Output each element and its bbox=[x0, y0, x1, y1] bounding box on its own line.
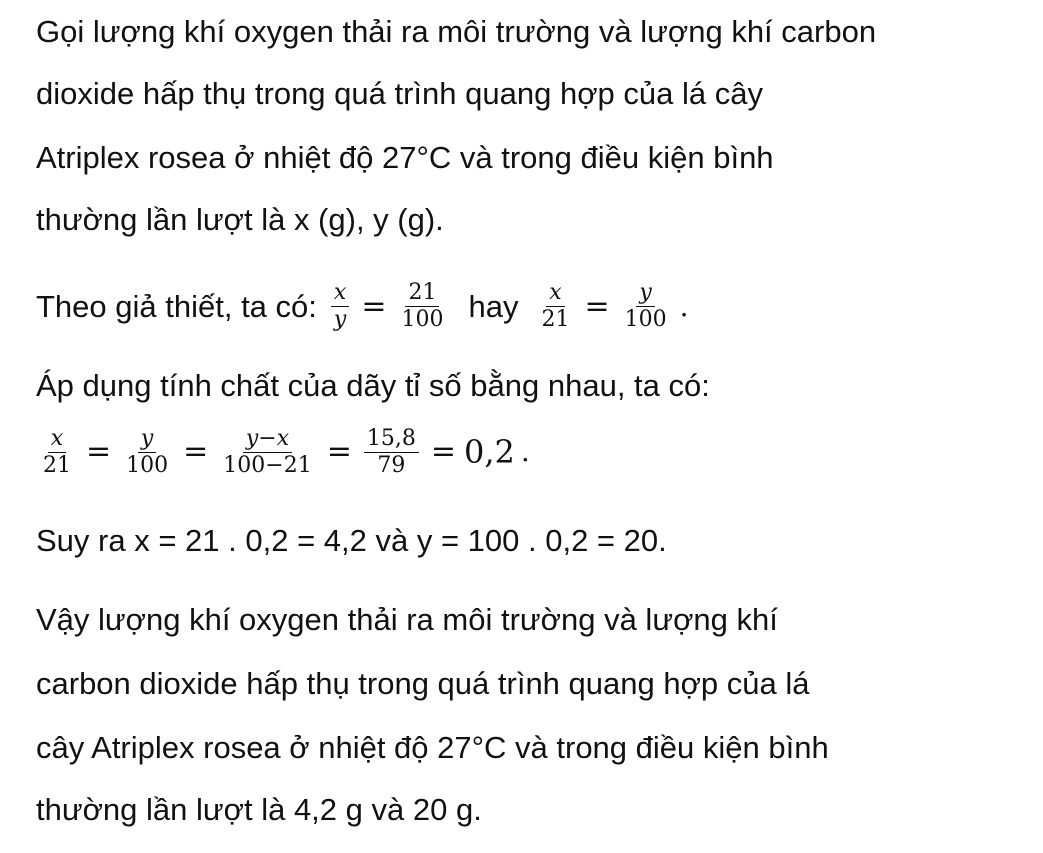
fraction-difference bbox=[220, 426, 314, 479]
fraction-numerator: 21 bbox=[405, 280, 439, 307]
fraction-denominator: y bbox=[333, 307, 347, 332]
fraction-denominator: 79 bbox=[377, 452, 406, 478]
intro-line-4: thường lần lượt là x (g), y (g). bbox=[36, 202, 444, 237]
fraction-denominator: 100 bbox=[624, 307, 667, 332]
intro-line-1: Gọi lượng khí oxygen thải ra môi trường và lượng khí carbon bbox=[36, 14, 877, 49]
equals-sign: = bbox=[430, 434, 456, 469]
fraction-x-over-21 bbox=[538, 280, 572, 333]
equals-sign: = bbox=[86, 434, 112, 469]
fraction-numerator: x bbox=[546, 280, 564, 307]
fraction-numerator: x bbox=[48, 426, 66, 453]
fraction-numerator: y bbox=[636, 280, 654, 307]
ratio-result: 0,2 bbox=[463, 433, 515, 471]
period: . bbox=[520, 435, 530, 468]
fraction-x-over-y bbox=[331, 280, 349, 333]
equals-sign: = bbox=[584, 288, 610, 324]
conclusion-line-1: Vậy lượng khí oxygen thải ra môi trường và lượng khí bbox=[36, 602, 778, 637]
property-line: Áp dụng tính chất của dãy tỉ số bằng nhau, ta có: bbox=[36, 368, 710, 403]
fraction-numerator: x bbox=[331, 280, 349, 307]
equals-sign: = bbox=[183, 434, 209, 469]
fraction-21-over-100 bbox=[398, 280, 446, 333]
assumption-formula-2 bbox=[534, 280, 688, 333]
fraction-numerator: y−x bbox=[243, 426, 292, 453]
fraction-15-8-over-79 bbox=[364, 426, 419, 479]
conclusion-line-3: cây Atriplex rosea ở nhiệt độ 27°C và trong điều kiện bình bbox=[36, 730, 829, 765]
fraction-denominator: 21 bbox=[541, 307, 570, 332]
fraction-numerator: y bbox=[138, 426, 156, 453]
assumption-prefix: Theo giả thiết, ta có: bbox=[36, 288, 317, 324]
fraction-denominator: 100 bbox=[401, 307, 444, 332]
result-line: Suy ra x = 21 . 0,2 = 4,2 và y = 100 . 0,2 = 20. bbox=[36, 523, 667, 558]
connector-word: hay bbox=[468, 288, 519, 324]
assumption-line bbox=[36, 280, 689, 333]
fraction-x-over-21 bbox=[40, 426, 74, 479]
fraction-denominator: 100−21 bbox=[223, 452, 312, 478]
assumption-formula-1 bbox=[327, 280, 451, 333]
intro-line-3: Atriplex rosea ở nhiệt độ 27°C và trong điều kiện bình bbox=[36, 140, 774, 175]
period: . bbox=[679, 289, 689, 323]
conclusion-line-4: thường lần lượt là 4,2 g và 20 g. bbox=[36, 792, 482, 827]
equation-line bbox=[36, 420, 530, 484]
equals-sign: = bbox=[361, 288, 387, 324]
equals-sign: = bbox=[326, 434, 352, 469]
fraction-numerator: 15,8 bbox=[364, 426, 419, 453]
conclusion-line-2: carbon dioxide hấp thụ trong quá trình quang hợp của lá bbox=[36, 666, 810, 701]
intro-line-2: dioxide hấp thụ trong quá trình quang hợp của lá cây bbox=[36, 76, 763, 111]
fraction-y-over-100 bbox=[123, 426, 171, 479]
ratio-equation bbox=[36, 426, 530, 479]
fraction-denominator: 21 bbox=[43, 452, 71, 478]
fraction-y-over-100 bbox=[622, 280, 670, 333]
fraction-denominator: 100 bbox=[126, 452, 169, 478]
